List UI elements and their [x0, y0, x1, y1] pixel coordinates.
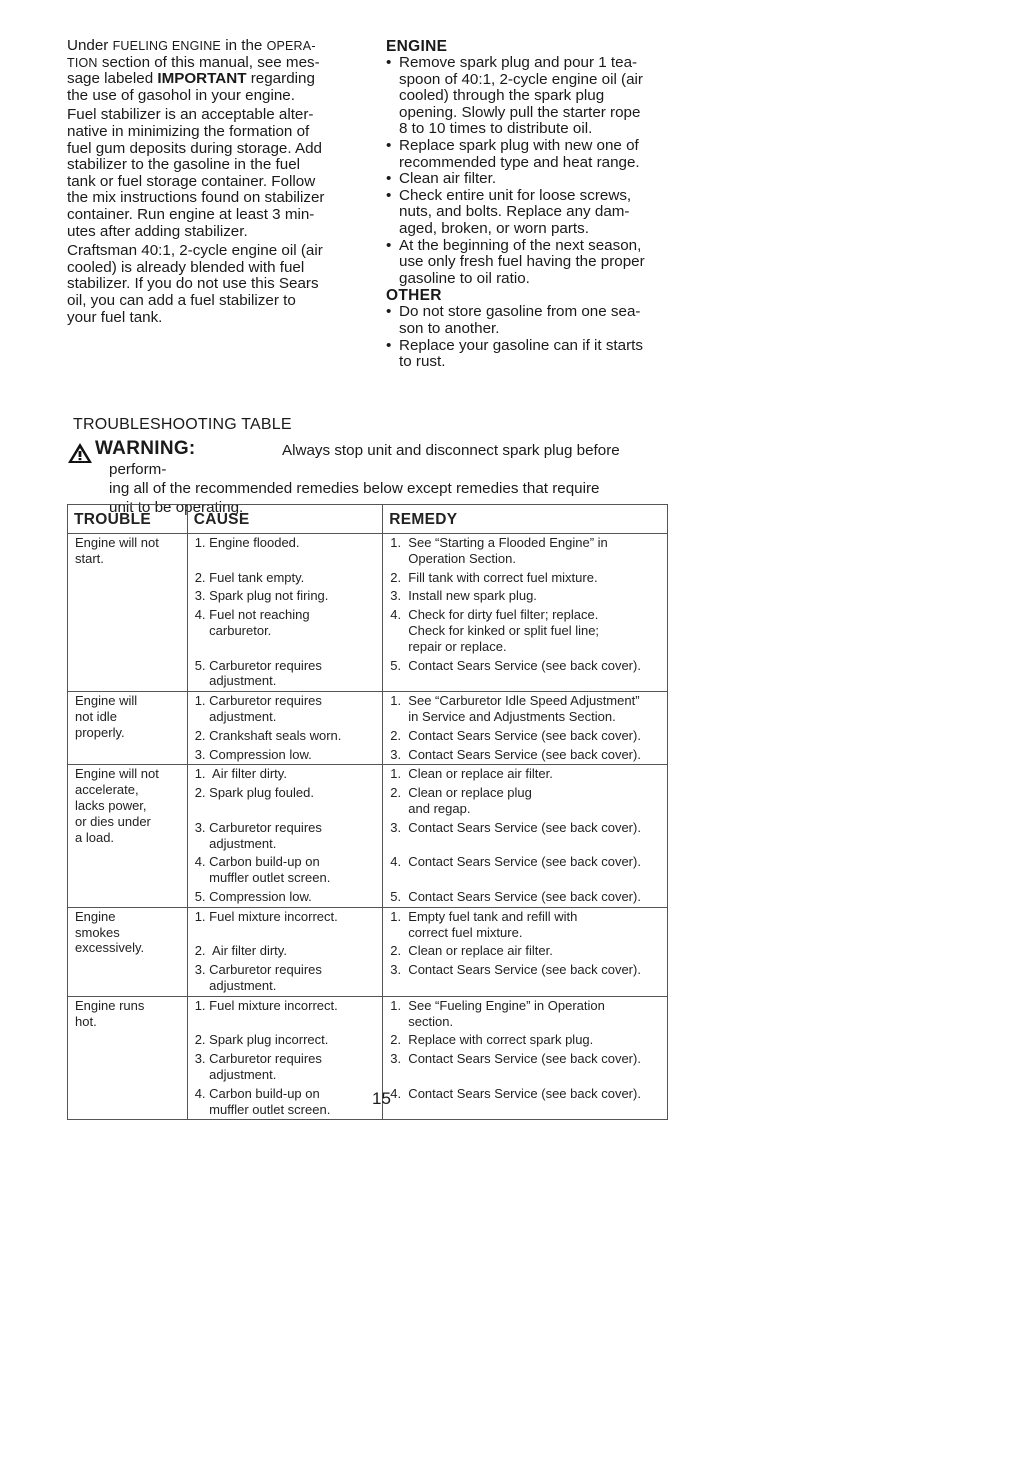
cause-cell: 5. Carburetor requires adjustment. [187, 657, 383, 692]
trouble-cell: Engine will not idle properly. [68, 692, 188, 765]
cause-cell: 4. Carbon build-up on muffler outlet screen. [187, 1085, 383, 1120]
remedy-cell: 2. Fill tank with correct fuel mixture. [383, 569, 668, 588]
trouble-cell: Engine will not accelerate, lacks power, or dies under a load. [68, 765, 188, 907]
remedy-cell: 3. Contact Sears Service (see back cover). [383, 819, 668, 854]
cause-cell: 4. Carbon build-up on muffler outlet screen. [187, 853, 383, 888]
gasohol-paragraph [67, 38, 367, 104]
header-remedy: REMEDY [383, 505, 668, 534]
remedy-cell: 4. Contact Sears Service (see back cover). [383, 853, 668, 888]
header-trouble: TROUBLE [68, 505, 188, 534]
cause-cell: 1. Fuel mixture incorrect. [187, 907, 383, 942]
cause-cell: 4. Fuel not reaching carburetor. [187, 606, 383, 656]
text-segment: section of this manual, see mes- sage labeled [67, 53, 320, 88]
text-segment: in the [220, 37, 267, 54]
stabilizer-paragraph: Fuel stabilizer is an acceptable alter- native in minimizing the formation of fuel gum deposits during storage. Add stabilizer to the gasoline in the fuel tank or fuel storage container. Follow the mix instructions found on stabilizer container. Run engine at least 3 min- utes after adding stabilizer. [67, 106, 325, 240]
remedy-cell: 4. Check for dirty fuel filter; replace. Check for kinked or split fuel line; repair or replace. [383, 606, 668, 656]
text-segment: regarding the use of gasohol in your engine. [67, 70, 315, 104]
other-item: • Do not store gasoline from one sea- son to another. [386, 304, 686, 337]
fueling-engine-ref: FUELING ENGINE [112, 39, 221, 53]
important-label: IMPORTANT [157, 70, 247, 88]
cause-cell: 2. Crankshaft seals worn. [187, 727, 383, 746]
remedy-cell: 3. Contact Sears Service (see back cover). [383, 961, 668, 996]
engine-heading: ENGINE [386, 38, 448, 55]
table-row [68, 996, 668, 1031]
troubleshooting-table [67, 504, 668, 1120]
cause-cell: 2. Spark plug fouled. [187, 784, 383, 819]
cause-cell: 5. Compression low. [187, 888, 383, 907]
trouble-cell: Engine smokes excessively. [68, 907, 188, 996]
page-number: 15 [372, 1089, 391, 1108]
remedy-cell: 2. Contact Sears Service (see back cover). [383, 727, 668, 746]
remedy-cell: 1. Empty fuel tank and refill with correct fuel mixture. [383, 907, 668, 942]
troubleshooting-title: TROUBLESHOOTING TABLE [73, 416, 292, 433]
remedy-cell: 1. See “Carburetor Idle Speed Adjustment” in Service and Adjustments Section. [383, 692, 668, 727]
remedy-cell: 1. See “Starting a Flooded Engine” in Operation Section. [383, 534, 668, 569]
cause-cell: 1. Carburetor requires adjustment. [187, 692, 383, 727]
table-row [68, 907, 668, 942]
other-item: • Replace your gasoline can if it starts to rust. [386, 338, 686, 371]
remedy-cell: 2. Clean or replace plug and regap. [383, 784, 668, 819]
trouble-cell: Engine runs hot. [68, 996, 188, 1120]
engine-list [386, 55, 686, 287]
right-column [386, 38, 686, 371]
table-row [68, 534, 668, 569]
cause-cell: 2. Fuel tank empty. [187, 569, 383, 588]
engine-item: • Remove spark plug and pour 1 tea- spoon of 40:1, 2-cycle engine oil (air cooled) through the spark plug opening. Slowly pull the starter rope 8 to 10 times to distribute oil. [386, 55, 686, 138]
remedy-cell: 5. Contact Sears Service (see back cover). [383, 888, 668, 907]
other-list [386, 304, 686, 370]
cause-cell: 1. Fuel mixture incorrect. [187, 996, 383, 1031]
cause-cell: 1. Air filter dirty. [187, 765, 383, 784]
warning-triangle-icon [67, 442, 93, 464]
table-header-row [68, 505, 668, 534]
table-body [68, 534, 668, 1120]
table-row [68, 765, 668, 784]
other-heading: OTHER [386, 287, 442, 305]
remedy-cell: 1. Clean or replace air filter. [383, 765, 668, 784]
remedy-cell: 2. Replace with correct spark plug. [383, 1031, 668, 1050]
table-row [68, 692, 668, 727]
engine-item: • Check entire unit for loose screws, nuts, and bolts. Replace any dam- aged, broken, or worn parts. [386, 188, 686, 238]
remedy-cell: 1. See “Fueling Engine” in Operation section. [383, 996, 668, 1031]
warning-label: WARNING: [95, 438, 196, 459]
cause-cell: 2. Spark plug incorrect. [187, 1031, 383, 1050]
engine-item: • At the beginning of the next season, use only fresh fuel having the proper gasoline to oil ratio. [386, 238, 686, 288]
remedy-cell: 4. Contact Sears Service (see back cover). [383, 1085, 668, 1120]
cause-cell: 1. Engine flooded. [187, 534, 383, 569]
left-column [67, 38, 367, 329]
remedy-cell: 3. Contact Sears Service (see back cover). [383, 746, 668, 765]
remedy-cell: 3. Install new spark plug. [383, 587, 668, 606]
craftsman-oil-paragraph: Craftsman 40:1, 2-cycle engine oil (air cooled) is already blended with fuel stabilizer. If you do not use this Sears oil, you can add a fuel stabilizer to your fuel tank. [67, 242, 323, 326]
header-cause: CAUSE [187, 505, 383, 534]
remedy-cell: 5. Contact Sears Service (see back cover). [383, 657, 668, 692]
cause-cell: 3. Carburetor requires adjustment. [187, 819, 383, 854]
trouble-cell: Engine will not start. [68, 534, 188, 692]
cause-cell: 3. Carburetor requires adjustment. [187, 1050, 383, 1085]
engine-item: • Replace spark plug with new one of recommended type and heat range. [386, 138, 686, 171]
remedy-cell: 3. Contact Sears Service (see back cover). [383, 1050, 668, 1085]
text-segment: Under [67, 37, 113, 54]
cause-cell: 3. Compression low. [187, 746, 383, 765]
warning-text: Always stop unit and disconnect spark plug before perform- ing all of the recommended remedies below except remedies that require unit to be operating. [109, 442, 620, 516]
engine-item: • Clean air filter. [386, 171, 686, 188]
cause-cell: 3. Spark plug not firing. [187, 587, 383, 606]
cause-cell: 3. Carburetor requires adjustment. [187, 961, 383, 996]
cause-cell: 2. Air filter dirty. [187, 942, 383, 961]
remedy-cell: 2. Clean or replace air filter. [383, 942, 668, 961]
operation-ref: OPERA- TION [67, 39, 316, 70]
